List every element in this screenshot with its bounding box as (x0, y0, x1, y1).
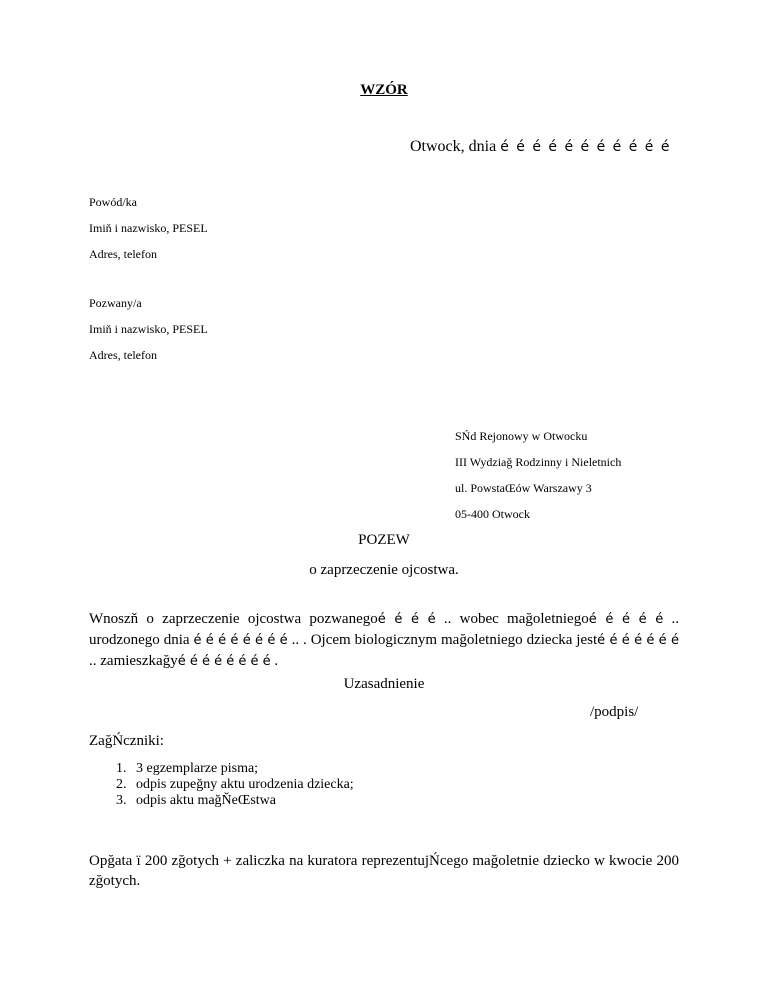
plaintiff-name-line: Imiň i nazwisko, PESEL (89, 221, 208, 235)
claim-subtitle: o zaprzeczenie ojcostwa. (309, 562, 459, 578)
date-placeholder-dots: é é é é é é é é é é é (500, 139, 671, 155)
body-text-6: . (270, 653, 279, 669)
body-text-1: Wnoszň o zaprzeczenie ojcostwa pozwanego (89, 611, 378, 627)
defendant-address-line: Adres, telefon (89, 348, 157, 362)
body-text-5: .. zamieszkağy (89, 653, 178, 669)
body-dots-3: é é é é é é é é (193, 633, 288, 648)
plaintiff-heading: Powód/ka (89, 195, 137, 209)
attachments-heading: ZağŃczniki: (89, 733, 164, 749)
defendant-heading: Pozwany/a (89, 296, 142, 310)
place-date-label: Otwock, dnia (410, 138, 501, 155)
body-dots-5: é é é é é é é é (177, 654, 271, 669)
court-postal-city: 05-400 Otwock (455, 507, 530, 521)
list-item-text: 3 egzemplarze pisma; (136, 761, 259, 776)
body-text-4: .. . Ojcem biologicznym mağoletniego dziecka jest (287, 632, 598, 648)
list-item-number: 3. (116, 793, 127, 808)
court-name: SŃd Rejonowy w Otwocku (455, 429, 588, 443)
list-item-number: 2. (116, 777, 127, 792)
court-street: ul. PowstaŒów Warszawy 3 (455, 481, 592, 495)
list-item (116, 793, 354, 809)
place-date-line (410, 138, 671, 156)
attachments-list (116, 761, 354, 809)
list-item (116, 761, 354, 777)
body-dots-2: é é é é é (588, 612, 664, 627)
document-title: WZÓR (360, 82, 408, 98)
body-dots-4: é é é é é é é (597, 633, 679, 648)
court-division: III Wydziağ Rodzinny i Nieletnich (455, 455, 622, 469)
fee-paragraph: Opğata ï 200 zğotych + zaliczka na kuratora reprezentujŃcego mağoletnie dziecko w kwocie 200 zğotych. (89, 853, 679, 889)
list-item-number: 1. (116, 761, 127, 776)
justification-heading: Uzasadnienie (343, 676, 425, 692)
defendant-name-line: Imiň i nazwisko, PESEL (89, 322, 208, 336)
signature-label: /podpis/ (590, 704, 639, 720)
list-item (116, 777, 354, 793)
body-text-2: .. wobec mağoletniego (435, 611, 589, 627)
list-item-text: odpis zupeğny aktu urodzenia dziecka; (136, 777, 354, 792)
list-item-text: odpis aktu mağŇeŒstwa (136, 793, 276, 808)
body-text-3: .. urodzonego dnia (89, 611, 680, 648)
claim-body-paragraph (89, 609, 679, 672)
plaintiff-address-line: Adres, telefon (89, 247, 157, 261)
claim-title: POZEW (358, 532, 410, 548)
body-dots-1: é é é é (377, 612, 436, 627)
